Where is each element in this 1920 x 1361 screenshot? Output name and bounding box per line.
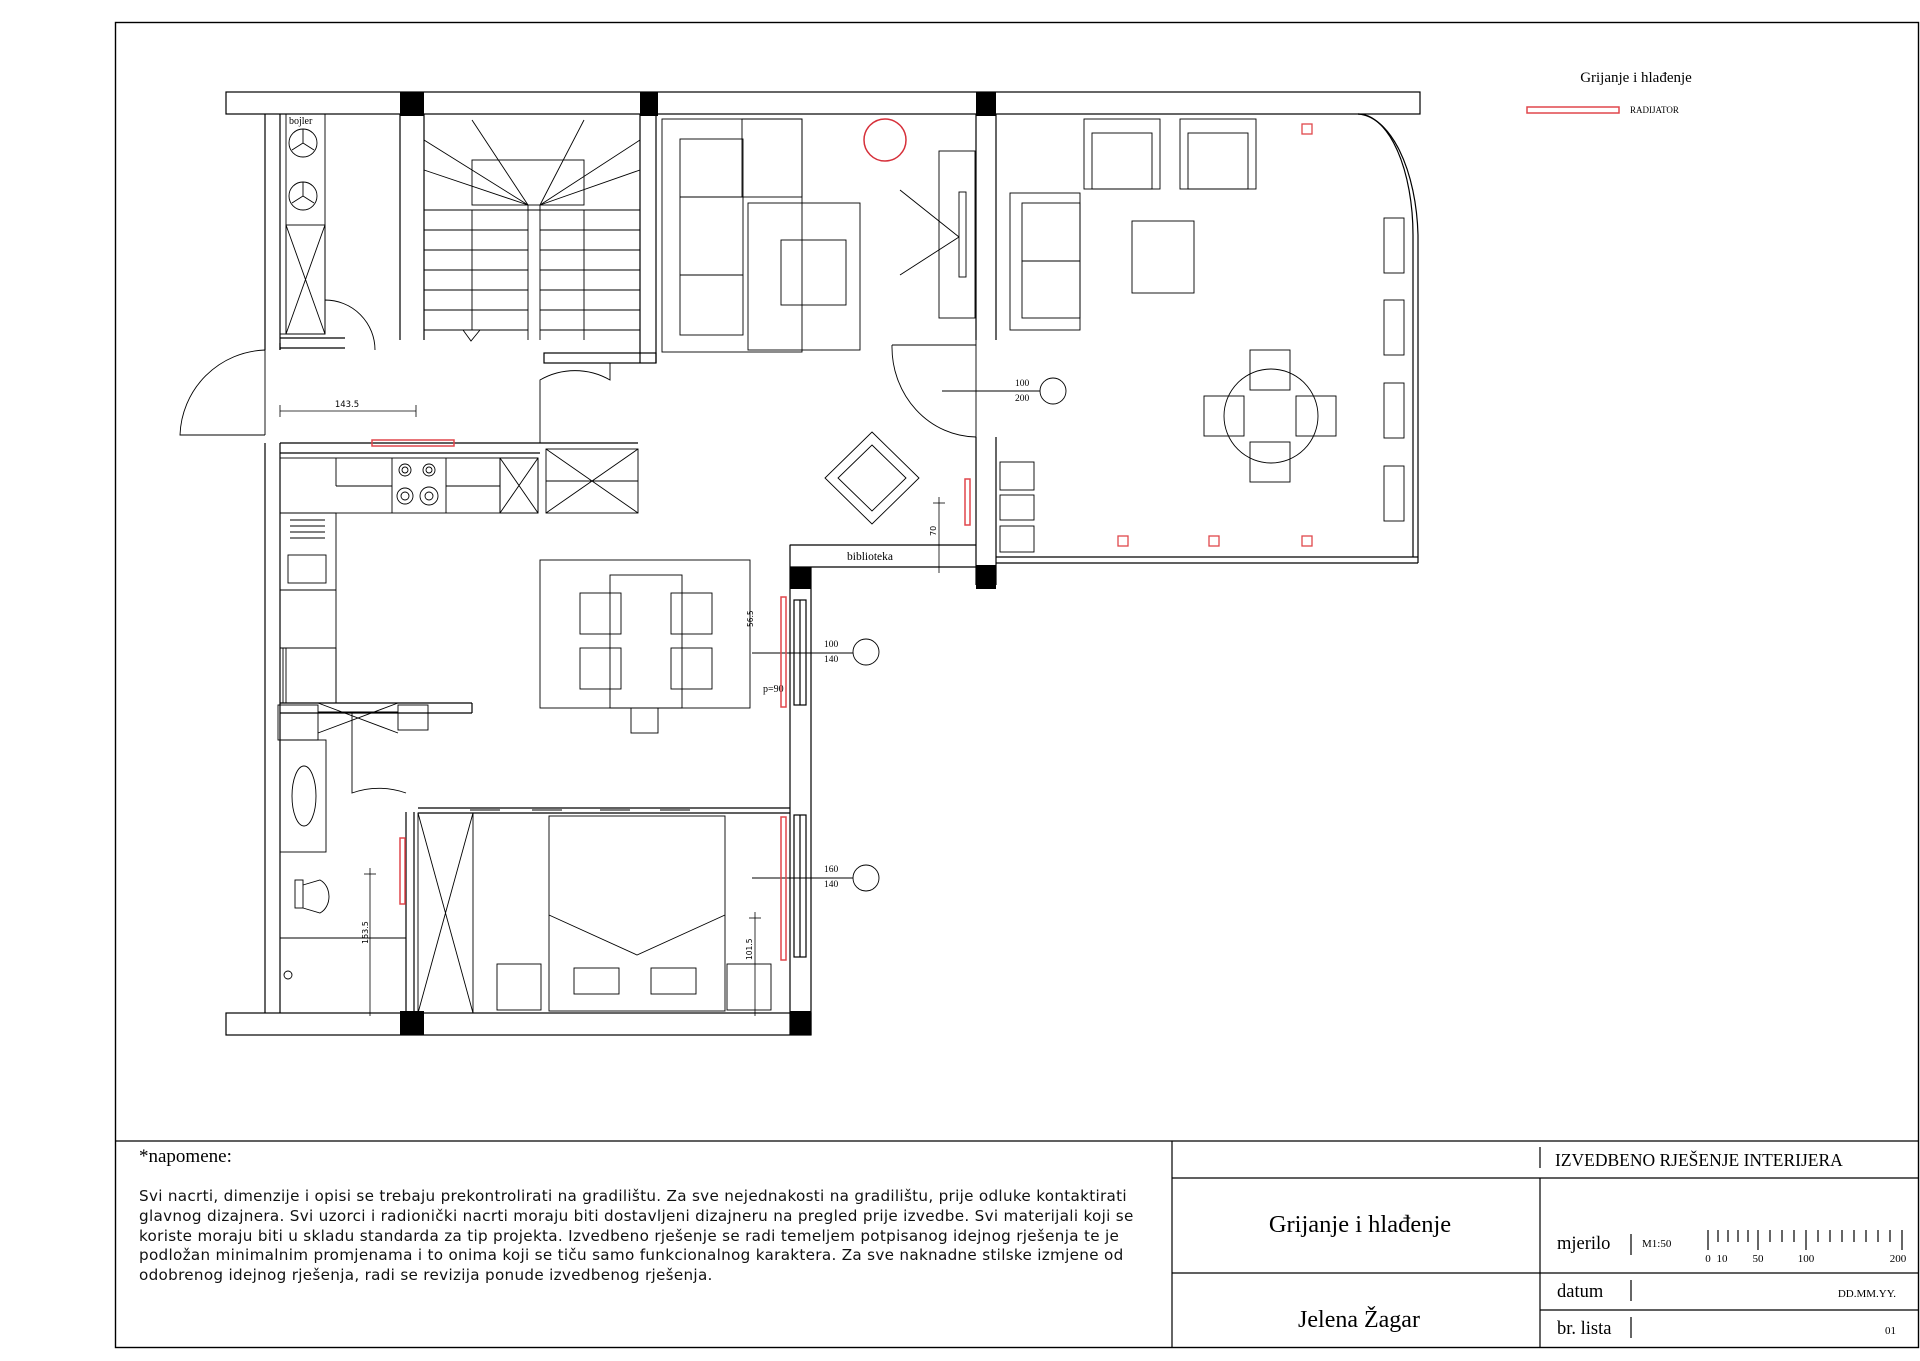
lounge-furniture: [1000, 119, 1404, 552]
legend-radiator-label: RADIJATOR: [1630, 105, 1679, 115]
radiator-bathroom: [400, 838, 405, 904]
window-bedroom-bottom: 140: [824, 880, 839, 890]
scale-tick-50: 50: [1752, 1253, 1764, 1265]
window-dining-marker: [752, 639, 879, 665]
boiler-label: bojler: [289, 116, 313, 127]
window-living-top: 100: [1015, 379, 1030, 389]
scale-bar: [1708, 1230, 1902, 1250]
living-door: [892, 340, 976, 437]
project-type: IZVEDBENO RJEŠENJE INTERIJERA: [1555, 1150, 1843, 1170]
scale-label: mjerilo: [1557, 1234, 1611, 1254]
date-value: DD.MM.YY.: [1837, 1288, 1896, 1300]
author-name: Jelena Žagar: [1298, 1307, 1420, 1333]
boiler-closet: [280, 114, 375, 350]
biblioteka-label: biblioteka: [847, 551, 893, 563]
kitchen-counter: [280, 449, 638, 703]
window-living-bottom: 200: [1015, 394, 1030, 404]
notes-title: *napomene:: [139, 1146, 232, 1167]
legend-radiator-swatch: [1527, 107, 1619, 113]
bedroom-furniture: [418, 810, 771, 1013]
window-bedroom-top: 160: [824, 865, 839, 875]
window-living-marker: [942, 378, 1066, 404]
legend-title: Grijanje i hlađenje: [1580, 70, 1692, 86]
dim-bed-side: 101.5: [745, 938, 754, 960]
sheet-title: Grijanje i hlađenje: [1268, 1211, 1452, 1238]
entrance-door: [180, 350, 610, 443]
climate-points: [1118, 124, 1312, 546]
dim-bib-depth: 70: [929, 525, 938, 536]
scale-value: M1:50: [1642, 1238, 1672, 1250]
columns: [400, 92, 996, 1035]
armchair-rotated: [825, 432, 919, 524]
dim-hall-width: 143.5: [334, 400, 360, 410]
notes-body: Svi nacrti, dimenzije i opisi se trebaju prekontrolirati na gradilištu. Za sve nejednakosti na gradilištu, prije odluke kontaktirati glavnog dizajnera. Svi uzorci i radionički nacrti moraju biti dostavljeni dizajneru na pregled prije izvedbe. Svi materijali koji se koriste moraju biti u skladu standarda za tip projekta. Izvedbeno rješenje se radi temeljem potpisanog idejnog rješenja te je podložan minimalnim promjenama i to onima koji se tiču samo funkcionalnog karaktera. Za sve naknadne stilske izmjene od odobrenog idejnog rješenja, radi se revizija ponude izvedbenog rješenja.: [139, 1187, 1134, 1285]
label-p90: p=90: [763, 684, 784, 695]
scale-tick-0: 0: [1705, 1253, 1711, 1265]
radiator-living: [965, 479, 970, 525]
window-dining-bottom: 140: [824, 655, 839, 665]
radiator-bedroom: [781, 817, 786, 960]
living-furniture-left: [662, 119, 975, 352]
scale-tick-100: 100: [1797, 1253, 1815, 1265]
window-bedroom-marker: [752, 865, 879, 891]
scale-tick-10: 10: [1716, 1253, 1728, 1265]
date-label: datum: [1557, 1282, 1604, 1302]
window-dining-top: 100: [824, 640, 839, 650]
staircase: [424, 120, 640, 341]
dim-bath-depth: 153.5: [361, 921, 370, 944]
scale-tick-200: 200: [1889, 1253, 1907, 1265]
sheet-frame: [116, 23, 1919, 1348]
dining-set: [540, 560, 750, 733]
dim-dining-gap: 56.5: [746, 610, 755, 627]
red-circle-marker: [864, 119, 906, 161]
sheet-no-label: br. lista: [1557, 1319, 1612, 1339]
sheet-no-value: 01: [1885, 1325, 1896, 1337]
